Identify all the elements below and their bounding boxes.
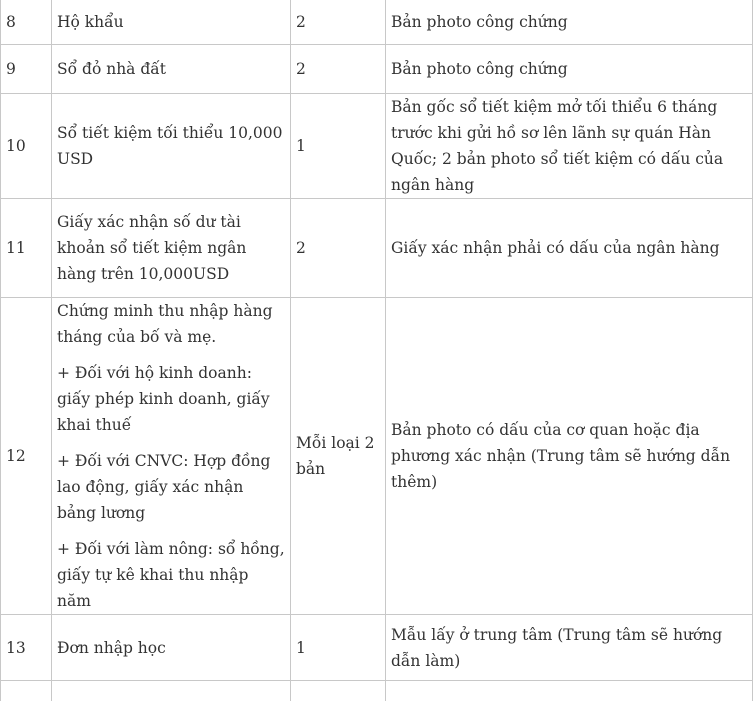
table-row <box>1 94 753 199</box>
note-cell: Bản photo công chứng <box>386 45 753 94</box>
document-name-cell: Sổ tiết kiệm tối thiểu 10,000 USD <box>52 94 291 199</box>
table-row <box>1 0 753 45</box>
civil-servant-text: + Đối với CNVC: Hợp đồng lao động, giấy xác nhận bảng lương <box>57 448 285 526</box>
quantity-cell: 2 <box>291 0 386 45</box>
document-name-cell: Đơn nhập học <box>52 615 291 681</box>
table-row <box>1 615 753 681</box>
table-row <box>1 199 753 298</box>
empty-cell <box>291 681 386 701</box>
row-number-cell: 10 <box>1 94 52 199</box>
empty-cell <box>1 681 52 701</box>
empty-cell <box>52 681 291 701</box>
quantity-cell: 1 <box>291 615 386 681</box>
row-number-cell: 13 <box>1 615 52 681</box>
quantity-cell: 1 <box>291 94 386 199</box>
empty-cell <box>386 681 753 701</box>
farmer-text: + Đối với làm nông: sổ hồng, giấy tự kê khai thu nhập năm <box>57 536 285 614</box>
quantity-cell: Mỗi loại 2 bản <box>291 298 386 615</box>
quantity-cell: 2 <box>291 45 386 94</box>
row-number-cell: 12 <box>1 298 52 615</box>
row-number-cell: 11 <box>1 199 52 298</box>
document-name-cell: Hộ khẩu <box>52 0 291 45</box>
quantity-cell: 2 <box>291 199 386 298</box>
note-cell: Bản gốc sổ tiết kiệm mở tối thiểu 6 tháng trước khi gửi hồ sơ lên lãnh sự quán Hàn Quốc; 2 bản photo sổ tiết kiệm có dấu của ngân hàng <box>386 94 753 199</box>
document-name-cell: Giấy xác nhận số dư tài khoản sổ tiết kiệm ngân hàng trên 10,000USD <box>52 199 291 298</box>
document-name-cell <box>52 298 291 615</box>
note-cell: Bản photo có dấu của cơ quan hoặc địa phương xác nhận (Trung tâm sẽ hướng dẫn thêm) <box>386 298 753 615</box>
row-number-cell: 9 <box>1 45 52 94</box>
business-household-text: + Đối với hộ kinh doanh: giấy phép kinh doanh, giấy khai thuế <box>57 360 285 438</box>
document-name-cell: Sổ đỏ nhà đất <box>52 45 291 94</box>
note-cell: Mẫu lấy ở trung tâm (Trung tâm sẽ hướng dẫn làm) <box>386 615 753 681</box>
note-cell: Giấy xác nhận phải có dấu của ngân hàng <box>386 199 753 298</box>
row-number-cell: 8 <box>1 0 52 45</box>
table-row <box>1 298 753 615</box>
income-proof-text: Chứng minh thu nhập hàng tháng của bố và mẹ. <box>57 298 285 350</box>
note-cell: Bản photo công chứng <box>386 0 753 45</box>
table-row-partial <box>1 681 753 701</box>
table-row <box>1 45 753 94</box>
